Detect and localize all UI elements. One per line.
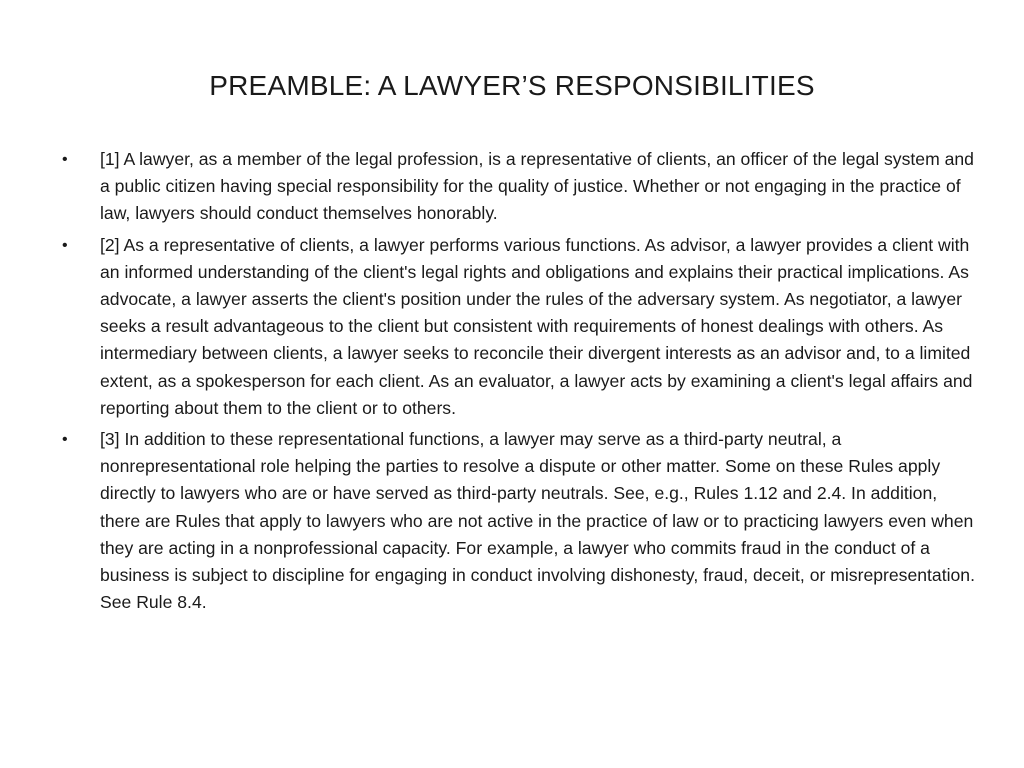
bullet-text-3: [3] In addition to these representational functions, a lawyer may serve as a third-party neutral, a nonrepresentational role helping the parties to resolve a dispute or other matter. Some on these Rules apply directly to lawyers who are or have served as third-party neutrals. See, e.g., Rules 1.12 and 2.4. In addition, there are Rules that apply to lawyers who are not active in the practice of law or to practicing lawyers even when they are acting in a nonprofessional capacity. For example, a lawyer who commits fraud in the conduct of a business is subject to discipline for engaging in conduct involving dishonesty, fraud, deceit, or misrepresentation. See Rule 8.4.: [100, 429, 975, 613]
bullet-dot-icon: •: [62, 151, 68, 168]
bullet-text-1: [1] A lawyer, as a member of the legal profession, is a representative of clients, an officer of the legal system and a public citizen having special responsibility for the quality of justice. Whether or not engaging in the practice of law, lawyers should conduct themselves honorably.: [100, 149, 974, 224]
bullet-dot-icon: •: [62, 431, 68, 449]
bullet-item-3: [56, 426, 976, 616]
bullet-item-2: [56, 232, 976, 422]
bullet-dot-icon: •: [62, 236, 68, 254]
slide-title: PREAMBLE: A LAWYER’S RESPONSIBILITIES: [209, 70, 815, 101]
bullet-text-2: [2] As a representative of clients, a lawyer performs various functions. As advisor, a lawyer provides a client with an informed understanding of the client's legal rights and obligations and explains their practical implications. As advocate, a lawyer asserts the client's position under the rules of the adversary system. As negotiator, a lawyer seeks a result advantageous to the client but consistent with requirements of honest dealings with others. As intermediary between clients, a lawyer seeks to reconcile their divergent interests as an advisor and, to a limited extent, as a spokesperson for each client. As an evaluator, a lawyer acts by examining a client's legal affairs and reporting about them to the client or to others.: [100, 234, 973, 418]
bullet-list: [56, 146, 976, 620]
bullet-item-1: [56, 146, 976, 228]
